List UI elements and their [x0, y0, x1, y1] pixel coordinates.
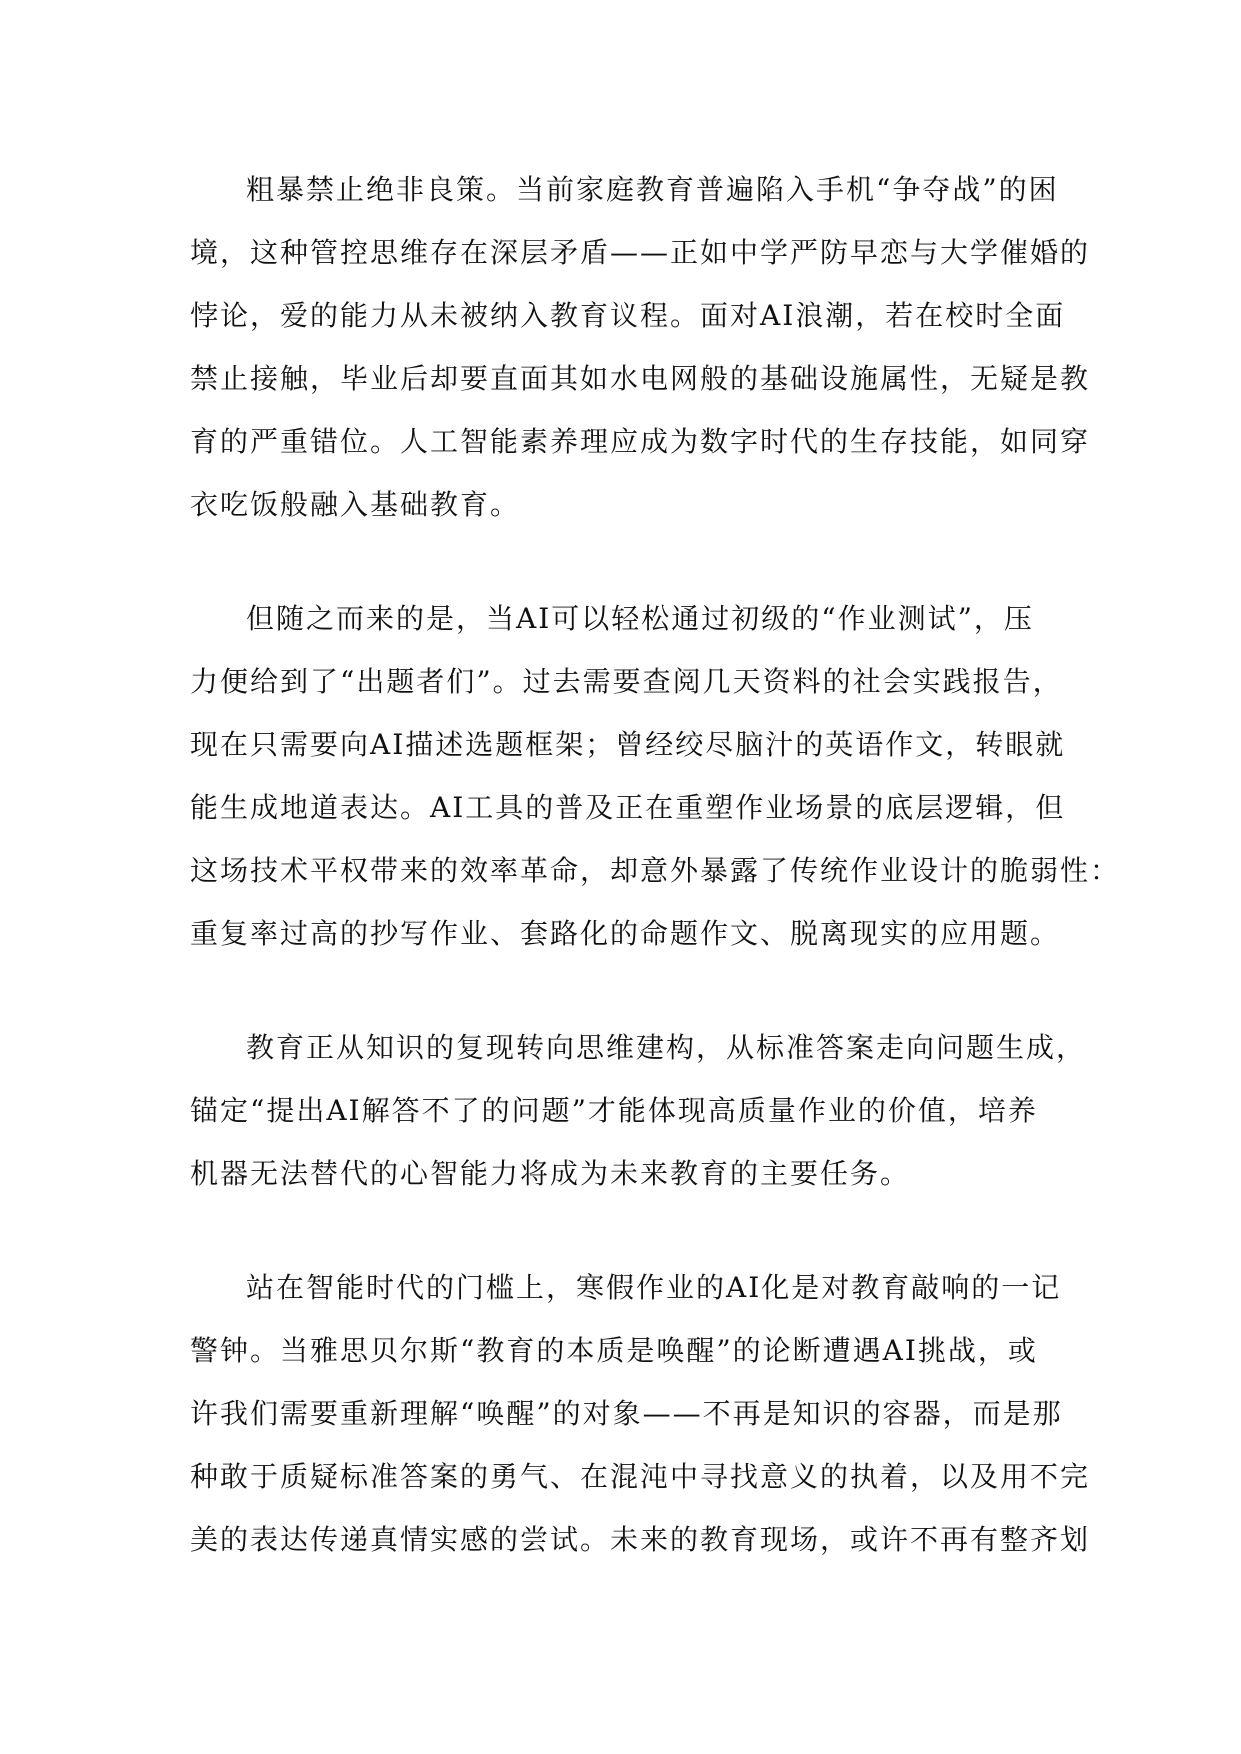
- paragraph-line: 这场技术平权带来的效率革命，却意外暴露了传统作业设计的脆弱性：: [190, 854, 1121, 887]
- paragraph-1: [190, 158, 1091, 536]
- paragraph-line: 美的表达传递真情实感的尝试。未来的教育现场，或许不再有整齐划: [190, 1523, 1091, 1556]
- paragraph-line: 育的严重错位。人工智能素养理应成为数字时代的生存技能，如同穿: [190, 425, 1091, 458]
- paragraph-line: 种敢于质疑标准答案的勇气、在混沌中寻找意义的执着，以及用不完: [190, 1460, 1091, 1493]
- paragraph-line: 许我们需要重新理解“唤醒”的对象——不再是知识的容器，而是那: [190, 1397, 1063, 1430]
- paragraph-line: 教育正从知识的复现转向思维建构，从标准答案走向问题生成，: [246, 1031, 1087, 1064]
- article-body: [190, 158, 1121, 1622]
- paragraph-2: [190, 587, 1121, 965]
- paragraph-line: 衣吃饭般融入基础教育。: [190, 488, 521, 521]
- paragraph-line: 重复率过高的抄写作业、套路化的命题作文、脱离现实的应用题。: [190, 917, 1061, 950]
- paragraph-3: [190, 1016, 1087, 1205]
- paragraph-line: 站在智能时代的门槛上，寒假作业的AI化是对教育敲响的一记: [246, 1271, 1062, 1304]
- paragraph-line: 力便给到了“出题者们”。过去需要查阅几天资料的社会实践报告，: [190, 665, 1063, 698]
- paragraph-line: 机器无法替代的心智能力将成为未来教育的主要任务。: [190, 1157, 911, 1190]
- paragraph-line: 能生成地道表达。AI工具的普及正在重塑作业场景的底层逻辑，但: [190, 791, 1066, 824]
- paragraph-line: 现在只需要向AI描述选题框架；曾经绞尽脑汁的英语作文，转眼就: [190, 728, 1066, 761]
- paragraph-line: 但随之而来的是，当AI可以轻松通过初级的“作业测试”，压: [246, 602, 1034, 635]
- paragraph-line: 境，这种管控思维存在深层矛盾——正如中学严防早恋与大学催婚的: [190, 236, 1091, 269]
- paragraph-line: 锚定“提出AI解答不了的问题”才能体现高质量作业的价值，培养: [190, 1094, 1038, 1127]
- paragraph-line: 警钟。当雅思贝尔斯“教育的本质是唤醒”的论断遭遇AI挑战，或: [190, 1334, 1038, 1367]
- paragraph-4: [190, 1256, 1091, 1571]
- paragraph-line: 粗暴禁止绝非良策。当前家庭教育普遍陷入手机“争夺战”的困: [246, 173, 1059, 206]
- paragraph-line: 悖论，爱的能力从未被纳入教育议程。面对AI浪潮，若在校时全面: [190, 299, 1066, 332]
- paragraph-line: 禁止接触，毕业后却要直面其如水电网般的基础设施属性，无疑是教: [190, 362, 1091, 395]
